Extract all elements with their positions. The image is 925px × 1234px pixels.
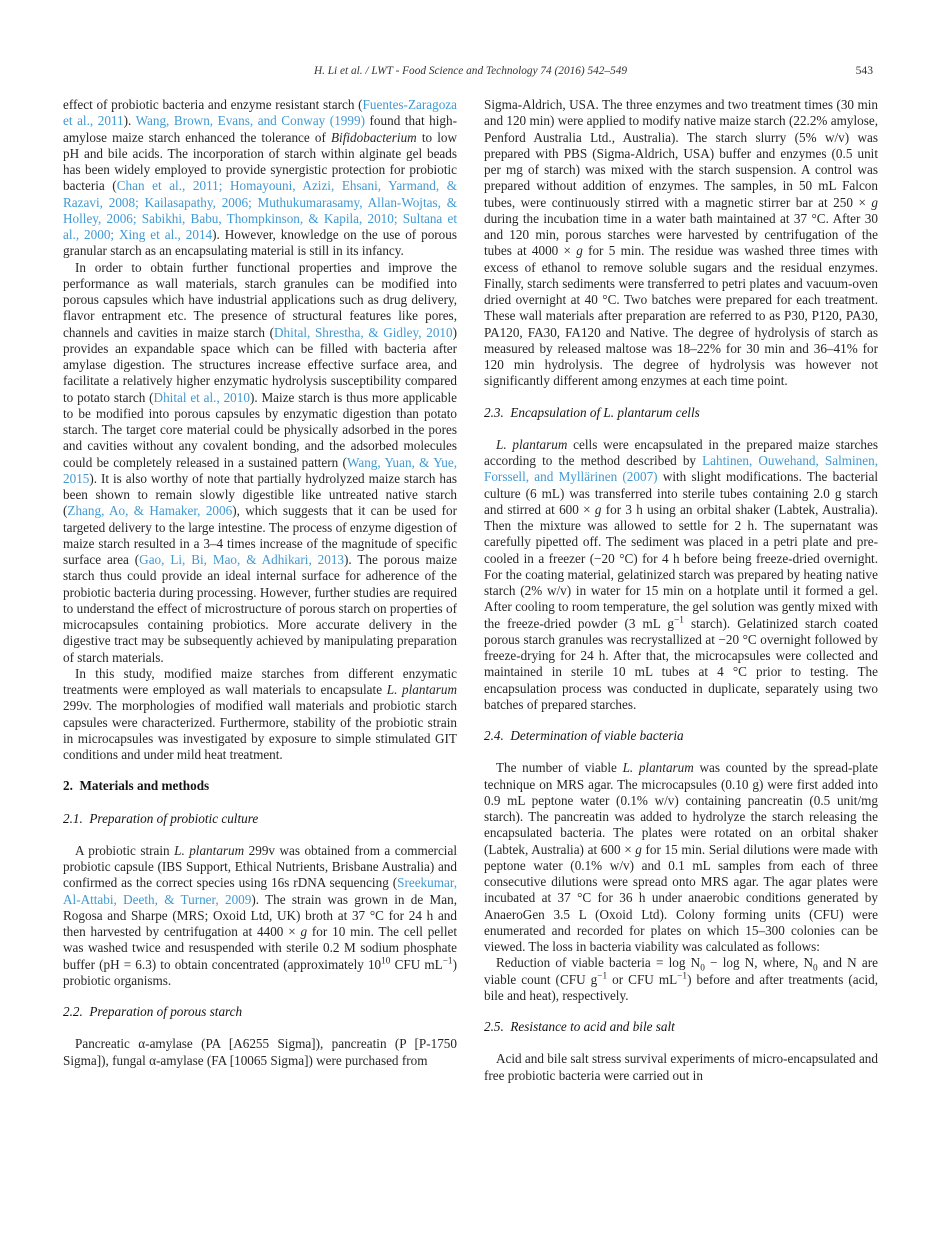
citation-link[interactable]: Gao, Li, Bi, Mao, & Adhikari, 2013 bbox=[139, 552, 345, 567]
paragraph bbox=[484, 955, 878, 1004]
text-run: ). bbox=[123, 113, 136, 129]
italic-run: g bbox=[576, 243, 583, 259]
superscript-run: 10 bbox=[381, 956, 391, 967]
text-run: for 3 h using an orbital shaker (Labtek, Australia). Then the mixture was allowed to settle for 2 h. The supernatant was carefully pipetted off. The sediment was placed in a petri plate and pre-cooled in a freezer (−20 °C) for 4 h before being freeze-dried overnight. For the coating material, gelatinized starch was prepared by heating native starch (2% w/v) in water for 15 min on a hotplate until it formed a gel. After cooling to room temperature, the gel solution was gently mixed with the freeze-dried powder (3 mL g bbox=[484, 501, 879, 631]
text-run: found that high-amylose maize starch enhanced the tolerance of bbox=[63, 113, 457, 145]
citation-link[interactable]: Sreekumar, Al-Attabi, Deeth, & Turner, 2009 bbox=[63, 875, 457, 907]
italic-run: g bbox=[594, 501, 602, 517]
running-head: H. Li et al. / LWT - Food Science and Technology 74 (2016) 542–549 bbox=[313, 65, 628, 77]
italic-run: g bbox=[300, 924, 308, 939]
text-run: ) probiotic organisms. bbox=[63, 956, 457, 988]
citation-link[interactable]: Chan et al., 2011; Homayouni, Azizi, Ehsani, Yarmand, & Razavi, 2008; Kailasapathy, 2006; Muthukumarasamy, Allan-Wojtas, & Holley, 2006; Sabikhi, Babu, Thompkinson, & Kapila, 2010; Sultana et al., 2000; Xing et al., 2014 bbox=[63, 178, 457, 242]
text-run: for 15 min. Serial dilutions were made with peptone water (0.1% w/v) and 0.1 mL samples from each of three consecutive dilutions were spread onto MRS agar. The agar plates were incubated at 37 °C for 36 h under anaerobic conditions generated by AnaeroGen 3.5 L (Oxoid Ltd). Colony forming units (CFU) were enumerated and recorded for plates on which 15–300 colonies can be viewed. The loss in bacteria viability was calculated as follows: bbox=[484, 841, 878, 954]
subscript-run: 0 bbox=[813, 963, 818, 974]
citation-link[interactable]: Dhital et al., 2010 bbox=[153, 389, 250, 405]
text-run: ). However, knowledge on the use of porous granular starch as an encapsulating material is still in its infancy. bbox=[63, 227, 457, 259]
italic-run: Bifidobacterium bbox=[330, 129, 417, 145]
text-run: during the incubation time in a water bath maintained at 37 °C. After 30 and 120 min, porous starches were harvested by centrifugation of the tubes at 4000 × bbox=[484, 210, 878, 259]
text-run: − log N, where, N bbox=[704, 955, 814, 971]
text-run: ). The porous maize starch thus could provide an ideal internal surface for adherence of the probiotic bacteria during processing. However, further studies are required to understand the effect of microstructure of porous starch on properties of microcapsules containing probiotics. More accurate delivery in the digestive tract may be subsequently achieved by manipulating preparation of starch materials. bbox=[63, 552, 457, 665]
citation-link[interactable]: Zhang, Ao, & Hamaker, 2006 bbox=[67, 503, 233, 519]
paragraph bbox=[484, 1051, 878, 1084]
citation-link[interactable]: Dhital, Shrestha, & Gidley, 2010 bbox=[274, 324, 453, 340]
italic-run: L. plantarum bbox=[496, 436, 568, 452]
text-run: or CFU mL bbox=[607, 971, 678, 987]
superscript-run: −1 bbox=[674, 615, 684, 626]
superscript-run: −1 bbox=[677, 971, 688, 982]
citation-link[interactable]: Wang, Yuan, & Yue, 2015 bbox=[63, 454, 457, 486]
text-run: for 5 min. The residue was washed three times with excess of ethanol to remove soluble sugars and the residual enzymes. Finally, starch sediments were transferred to petri plates and vacuum-oven dried overnight at 40 °C. Two batches were prepared for each treatment. These wall materials after preparation are referred to as P30, P120, PA30, PA120, FA30, FA120 and Native. The degree of hydrolysis of starch as measured by released maltose was 18–22% for 30 min and 36–41% for 120 min hydrolysis. The degree of hydrolysis was however not significantly different among enzymes at each time point. bbox=[484, 243, 878, 389]
paragraph bbox=[63, 260, 457, 666]
text-run: 299v was obtained from a commercial probiotic capsule (IBS Support, Ethical Nutrients, Brisbane Australia) and confirmed as the correct species using 16s rDNA sequencing ( bbox=[63, 842, 457, 891]
subsection-heading: 2.3. Encapsulation of L. plantarum cells bbox=[484, 404, 700, 420]
italic-run: g bbox=[871, 194, 878, 210]
text-run: Sigma-Aldrich, USA. The three enzymes and two treatment times (30 min and 120 min) were applied to modify native maize starch (22.2% amylose, Penford Australia Ltd., Australia). The starch slurry (5% w/v) was prepared with PBS (Sigma-Aldrich, USA) buffer and enzymes (0.5 unit per mg of starch) was mixed with the starch suspension. A control was prepared without addition of enzymes. The samples, in 50 mL Falcon tubes, were continuously stirred with a magnetic stirrer bar at 250 × bbox=[484, 97, 878, 210]
paragraph bbox=[63, 1036, 457, 1069]
paragraph bbox=[484, 437, 878, 713]
subscript-run: 0 bbox=[700, 963, 705, 974]
text-run: The number of viable bbox=[496, 760, 623, 776]
italic-run: L. plantarum bbox=[622, 760, 694, 776]
text-run: 299v. The morphologies of modified wall materials and probiotic starch capsules were characterized. Furthermore, stability of the probiotic strain in microcapsules was investigated by exposure to simple stimulated GIT conditions and under mild heat treatment. bbox=[63, 698, 457, 762]
citation-link[interactable]: Fuentes-Zaragoza et al., 2011 bbox=[63, 97, 457, 129]
paragraph bbox=[484, 97, 878, 390]
superscript-run: −1 bbox=[442, 956, 453, 967]
text-run: for 10 min. The cell pellet was washed twice and resuspended with sterile 0.2 M sodium phosphate buffer (pH = 6.3) to obtain concentrated (approximately 10 bbox=[63, 924, 458, 972]
paragraph bbox=[63, 843, 457, 989]
text-run: Acid and bile salt stress survival experiments of micro-encapsulated and free probiotic bacteria were carried out in bbox=[484, 1051, 878, 1083]
text-run: and N are viable count (CFU g bbox=[484, 955, 878, 987]
text-run: In this study, modified maize starches from different enzymatic treatments were employed as wall materials to encapsulate bbox=[63, 665, 457, 697]
text-run: was counted by the spread-plate technique on MRS agar. The microcapsules (0.10 g) were first added into 0.9 mL peptone water (0.1% w/v) containing pancreatin (0.5 unit/mg starch). The pancreatin was added to hydrolyze the starch releasing the encapsulated bacteria. The plates were rotated on an orbital shaker (Labtek, Australia) at 600 × bbox=[484, 760, 878, 857]
text-run: to low pH and bile acids. The incorporation of starch within alginate gel beads has been widely employed to provide synergistic protection for probiotic bacteria ( bbox=[63, 129, 457, 194]
superscript-run: −1 bbox=[597, 971, 608, 982]
text-run: ). The strain was grown in de Man, Rogosa and Sharpe (MRS; Oxoid Ltd, UK) broth at 37 °C for 24 h and then harvested by centrifugation at 4400 × bbox=[63, 891, 457, 939]
left-column bbox=[63, 97, 457, 1069]
text-run: A probiotic strain bbox=[75, 842, 175, 858]
subsection-heading: 2.1. Preparation of probiotic culture bbox=[63, 810, 259, 826]
text-run: Reduction of viable bacteria = log N bbox=[496, 955, 701, 971]
italic-run: g bbox=[635, 841, 642, 857]
right-column bbox=[484, 97, 878, 1084]
paragraph bbox=[484, 760, 878, 955]
text-run: cells were encapsulated in the prepared maize starches according to the method described by bbox=[484, 436, 878, 468]
text-run: effect of probiotic bacteria and enzyme resistant starch ( bbox=[63, 97, 363, 112]
citation-link[interactable]: Lahtinen, Ouwehand, Salminen, Forssell, and Myllärinen (2007) bbox=[484, 453, 878, 485]
paragraph bbox=[63, 97, 457, 260]
text-run: CFU mL bbox=[390, 956, 443, 972]
page-number: 543 bbox=[855, 64, 873, 77]
text-run: ). Maize starch is thus more applicable to be modified into porous capsules by enzymatic digestion than potato starch. The target core material could be physically adsorbed in the pores and cavities without any covalent bonding, and the adsorbed molecules could be completely released in a sustained pattern ( bbox=[63, 389, 458, 470]
italic-run: L. plantarum bbox=[386, 682, 457, 697]
text-run: In order to obtain further functional properties and improve the performance as wall materials, starch granules can be modified into porous capsules which have industrial applications such as drug delivery, flavor entrapment etc. The presence of structural features like pores, channels and cavities in maize starch ( bbox=[63, 259, 457, 340]
paragraph bbox=[63, 666, 457, 764]
citation-link[interactable]: Wang, Brown, Evans, and Conway (1999) bbox=[135, 113, 365, 129]
subsection-heading: 2.2. Preparation of porous starch bbox=[63, 1004, 243, 1019]
subsection-heading: 2.4. Determination of viable bacteria bbox=[484, 728, 684, 743]
text-run: Pancreatic α-amylase (PA [A6255 Sigma]), pancreatin (P [P-1750 Sigma]), fungal α-amylase (FA [10065 Sigma]) were purchased from bbox=[63, 1036, 457, 1068]
italic-run: L. plantarum bbox=[174, 842, 245, 858]
text-run: ) before and after treatments (acid, bile and heat), respectively. bbox=[484, 971, 879, 1003]
text-run: ) provides an expandable space which can be filled with bacteria after amylase digestion. The structures increase effective surface area, and facilitate a relatively higher enzymatic hydrolysis susceptibility compared to potato starch ( bbox=[63, 324, 458, 405]
subsection-heading: 2.5. Resistance to acid and bile salt bbox=[484, 1019, 675, 1034]
text-run: ). It is also worthy of note that partially hydrolyzed maize starch has been shown to remain slowly digestible like untreated native starch ( bbox=[63, 470, 457, 519]
text-run: with slight modifications. The bacterial culture (6 mL) was transferred into sterile tubes containing 2.0 g starch and stirred at 600 × bbox=[484, 469, 878, 517]
text-run: starch). Gelatinized starch coated porous starch granules was recrystallized at −20 °C overnight followed by freeze-drying for 24 h. After that, the microcapsules were collected and maintained in sterile 10 mL tubes at 4 °C prior to testing. The encapsulation process was conducted in duplicate, separately using two batches of prepared starches. bbox=[484, 615, 879, 712]
section-heading: 2. Materials and methods bbox=[63, 778, 210, 794]
text-run: ), which suggests that it can be used for targeted delivery to the large intestine. The process of enzyme digestion of maize starch resulted in a 3–4 times increase of the magnitude of specific surface area ( bbox=[63, 503, 457, 567]
